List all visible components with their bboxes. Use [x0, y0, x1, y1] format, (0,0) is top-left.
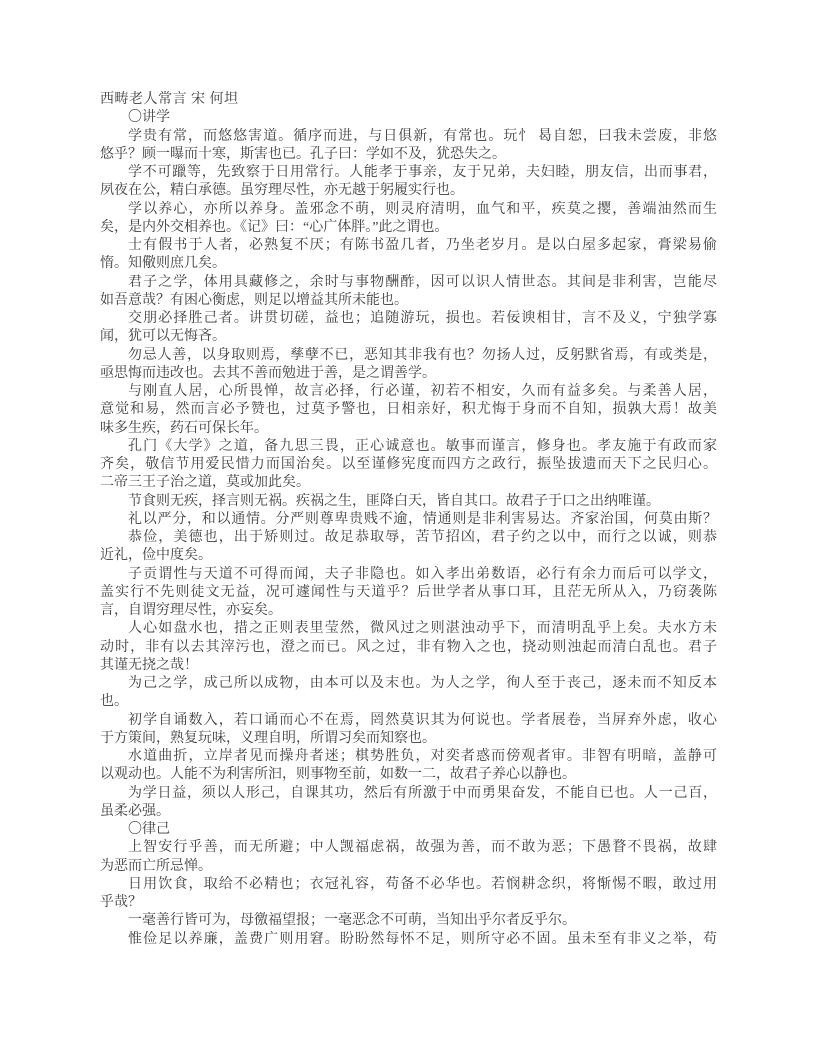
text-line: 上智安行乎善，而无所避；中人觊福虑祸，故强为善，而不敢为恶；下愚瞀不畏祸，故肆 — [128, 840, 717, 856]
text-line: 为己之学，成己所以成物，由本可以及末也。为人之学，徇人至于丧己，逐未而不知反本 — [128, 676, 717, 691]
text-line: 为学日益，须以人形己，自课其功，然后有所激于中而勇果奋发，不能自已也。人一己百， — [128, 785, 717, 801]
text-line: 礼以严分，和以通情。分严则尊卑贵贱不逾，情通则是非利害易达。齐家治国，何莫由斯？ — [128, 511, 717, 527]
text-line: 学以养心，亦所以养身。盖邪念不萌，则灵府清明，血气和平，疾莫之撄，善端油然而生 — [128, 201, 717, 217]
text-line: 节食则无疾，择言则无祸。疾祸之生，匪降白天，皆自其口。故君子于口之出纳唯谨。 — [128, 493, 660, 509]
text-line: 交朋必择胜己者。讲贯切磋，益也；追随游玩，损也。若佞谀相甘，言不及义，宁独学寡 — [128, 311, 717, 326]
text-line: 孔门《大学》之道，备九思三畏，正心诚意也。敏事而谨言，修身也。孝友施于有政而家 — [128, 438, 717, 454]
text-line: 齐矣，敬信节用爱民惜力而国治矣。以至谨修宪度而四方之政行，振坠拔遗而天下之民归心。 — [100, 457, 717, 472]
section-heading: 〇讲学 — [128, 110, 170, 126]
text-line: 惟俭足以养廉，盖费广则用窘。盼盼然每怀不足，则所守必不固。虽未至有非义之举，苟 — [128, 931, 717, 947]
text-line: 子贡谓性与天道不可得而闻，夫子非隐也。如入孝出弟数语，必行有余力而后可以学文， — [128, 566, 717, 582]
text-line: 一毫善行皆可为，母徼福望报；一毫恶念不可萌，当知出乎尔者反乎尔。 — [128, 913, 576, 929]
text-line: 意觉和易，然而言必予赞也，过莫予警也，日相亲好，积尤悔于身而不自知，损孰大焉！故美 — [100, 402, 717, 418]
text-line: 君子之学，体用具藏修之，余时与事物酬酢，因可以识人情世态。其间是非利害，岂能尽 — [128, 274, 717, 290]
text-line: 与刚直人居，心所畏惮，故言必择，行必谨，初若不相安，久而有益多矣。与柔善人居， — [128, 384, 717, 399]
text-line: 日用饮食，取给不必精也；衣冠礼容，苟备不必华也。若悯耕念织，将惭惕不暇，敢过用 — [128, 876, 717, 892]
text-line: 勿忌人善，以身取则焉，孳孽不已，恶知其非我有也？勿扬人过，反躬默省焉，有或类是， — [128, 347, 717, 363]
text-line: 于方策间，熟复玩味，义理自明，所谓习矣而知察也。 — [100, 730, 436, 746]
text-line: 恭俭，美德也，出于矫则过。故足恭取辱，苦节招凶，君子约之以中，而行之以诚，则恭 — [128, 530, 717, 545]
text-line: 以观动也。人能不为利害所汩，则事物至前，如数一二，故君子养心以静也。 — [100, 767, 576, 783]
text-line: 人心如盘水也，措之正则表里莹然，微风过之则湛浊动乎下，而清明乱乎上矣。夫水方未 — [128, 621, 717, 637]
text-line: 近礼，俭中度矣。 — [100, 548, 212, 564]
text-line: 水道曲折，立岸者见而操舟者迷；棋势胜负，对奕者惑而傍观者审。非智有明暗，盖静可 — [128, 749, 717, 764]
document-title: 西畴老人常言 宋 何坦 — [100, 92, 239, 107]
text-line: 味多生疾，药石可保长年。 — [100, 420, 268, 436]
text-line: 矣，是内外交相养也。《记》曰：“心广体胖。”此之谓也。 — [100, 219, 449, 235]
text-line: 其谨无挠之哉！ — [100, 657, 198, 673]
text-line: 亟思悔而违改也。去其不善而勉进于善，是之谓善学。 — [100, 365, 436, 381]
text-line: 士有假书于人者，必熟复不厌；有陈书盈几者，乃坐老岁月。是以白屋多起家，膏梁易偷 — [128, 238, 717, 253]
text-line: 盖实行不先则徒文无益，况可遽闻性与天道乎？后世学者从事口耳，且茫无所从入，乃窃袭陈 — [100, 584, 717, 600]
text-line: 言，自谓穷理尽性，亦妄矣。 — [100, 603, 282, 618]
text-line: 也。 — [100, 694, 128, 710]
text-line: 夙夜在公，精白承德。虽穷理尽性，亦无越于躬履实行也。 — [100, 183, 464, 199]
text-line: 二帝三王子治之道，莫或加此矣。 — [100, 475, 310, 491]
text-line: 闻，犹可以无悔吝。 — [100, 329, 226, 345]
text-line: 如吾意哉？有困心衡虑，则足以增益其所未能也。 — [100, 292, 408, 308]
text-line: 动时，非有以去其滓污也，澄之而已。风之过，非有物入之也，挠动则浊起而清白乱也。君子 — [100, 639, 717, 655]
text-line: 虽柔必强。 — [100, 803, 170, 819]
text-line: 学贵有常，而悠悠害道。循序而进，与日俱新，有常也。玩忄 曷自恕，曰我未尝废，非悠 — [128, 128, 717, 144]
text-block — [100, 91, 717, 949]
text-line: 为恶而亡所忌惮。 — [100, 858, 212, 874]
text-line: 悠乎？顾一曝而十寒，斯害也已。孔子曰：学如不及，犹恐失之。 — [100, 146, 506, 162]
text-line: 初学自诵数入，若口诵而心不在焉，罔然莫识其为何说也。学者展卷，当屏弃外虑，收心 — [128, 712, 717, 728]
text-line: 乎哉？ — [100, 895, 142, 910]
text-line: 惰。知儆则庶几矣。 — [100, 256, 226, 272]
section-heading: 〇律己 — [128, 822, 170, 837]
text-line: 学不可躐等，先致察于日用常行。人能孝于事亲，友于兄弟，夫妇睦，朋友信，出而事君， — [128, 165, 717, 180]
